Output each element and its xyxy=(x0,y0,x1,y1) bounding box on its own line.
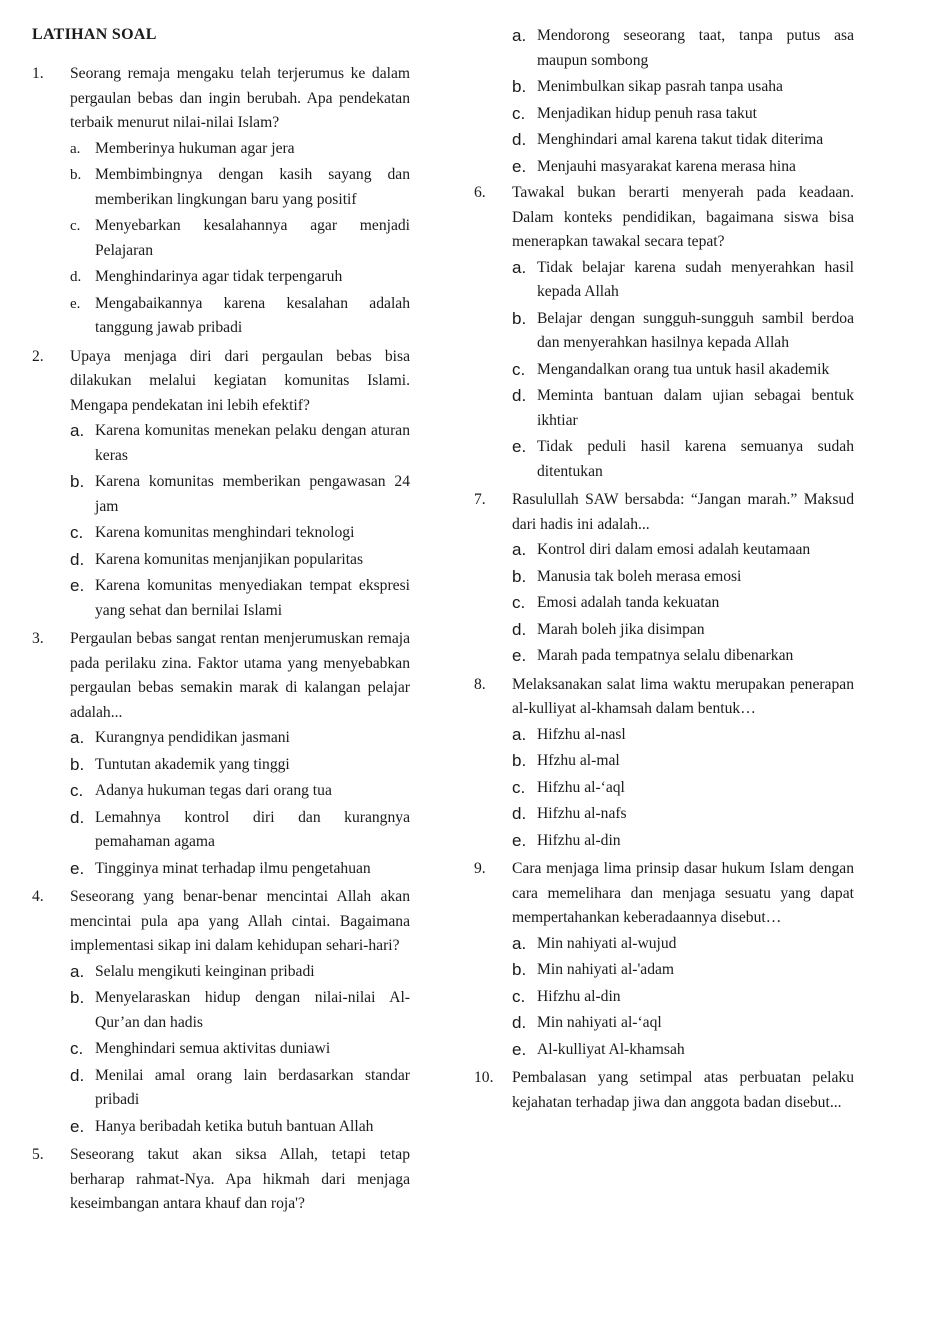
option-c[interactable]: c. Hifzhu al-‘aql xyxy=(512,777,625,797)
page-title: LATIHAN SOAL xyxy=(32,26,157,43)
question-4 xyxy=(32,885,410,1141)
question-text: Seorang remaja mengaku telah terjerumus ke dalam pergaulan bebas dan ingin berubah. Apa pendekatan terbaik menurut nilai-nilai Islam? xyxy=(70,65,410,131)
question-text: Pembalasan yang setimpal atas perbuatan pelaku kejahatan terhadap jiwa dan anggota badan disebut... xyxy=(512,1069,854,1111)
question-number: 6. xyxy=(474,184,486,201)
question-number: 8. xyxy=(474,675,486,693)
option-b[interactable]: b. Tuntutan akademik yang tinggi xyxy=(70,754,290,774)
option-a[interactable]: a. Selalu mengikuti keinginan pribadi xyxy=(70,961,315,981)
option-d[interactable]: d. Karena komunitas menjanjikan popularitas xyxy=(70,549,364,569)
option-list xyxy=(70,726,410,881)
question-text: Pergaulan bebas sangat rentan menjerumuskan remaja pada perilaku zina. Faktor utama yang menyebabkan pergaulan bebas semakin marak di kalangan pelajar adalah... xyxy=(70,630,410,721)
option-c[interactable]: c. Menghindari semua aktivitas duniawi xyxy=(70,1039,331,1058)
option-c[interactable]: c. Adanya hukuman tegas dari orang tua xyxy=(70,781,332,800)
option-list xyxy=(70,137,410,341)
question-2 xyxy=(32,345,410,626)
option-e[interactable]: e. Al-kulliyat Al-khamsah xyxy=(512,1039,685,1059)
option-e[interactable]: e. Hifzhu al-din xyxy=(512,830,621,850)
question-7 xyxy=(474,488,854,671)
option-e[interactable]: e. Menjauhi masyarakat karena merasa hina xyxy=(512,156,796,176)
option-c[interactable]: c. Emosi adalah tanda kekuatan xyxy=(512,593,720,612)
option-a[interactable]: a. Memberinya hukuman agar jera xyxy=(70,139,295,157)
option-d[interactable]: d. Marah boleh jika disimpan xyxy=(512,619,705,639)
question-number: 7. xyxy=(474,491,486,508)
option-d[interactable]: d. Meminta bantuan dalam ujian sebagai bentuk ikhtiar xyxy=(512,386,854,429)
question-number: 2. xyxy=(32,347,44,365)
option-a[interactable]: a. Min nahiyati al-wujud xyxy=(512,933,677,953)
right-column xyxy=(474,24,854,1118)
question-5 xyxy=(32,1143,410,1218)
option-d[interactable]: d. Min nahiyati al-‘aql xyxy=(512,1013,662,1032)
option-a[interactable]: a. Hifzhu al-nasl xyxy=(512,724,626,744)
question-text: Tawakal bukan berarti menyerah pada keadaan. Dalam konteks pendidikan, bagaimana siswa bisa menerapkan tawakal secara tepat? xyxy=(512,184,854,250)
option-c[interactable]: c. Karena komunitas menghindari teknologi xyxy=(70,523,355,542)
question-text: Upaya menjaga diri dari pergaulan bebas bisa dilakukan melalui kegiatan komunitas Islami. Mengapa pendekatan ini lebih efektif? xyxy=(70,347,410,414)
option-e[interactable]: e. Tingginya minat terhadap ilmu pengetahuan xyxy=(70,858,371,878)
option-e[interactable]: e. Hanya beribadah ketika butuh bantuan Allah xyxy=(70,1116,374,1136)
question-text: Melaksanakan salat lima waktu merupakan penerapan al-kulliyat al-khamsah dalam bentuk… xyxy=(512,675,854,717)
question-1 xyxy=(32,62,410,343)
option-c[interactable]: c. Menjadikan hidup penuh rasa takut xyxy=(512,103,757,123)
option-a[interactable]: a. Kontrol diri dalam emosi adalah keutamaan xyxy=(512,540,811,559)
option-d[interactable]: d. Hifzhu al-nafs xyxy=(512,804,627,823)
option-a[interactable]: a. Kurangnya pendidikan jasmani xyxy=(70,728,290,747)
question-number: 9. xyxy=(474,860,486,877)
question-text: Seseorang yang benar-benar mencintai Allah akan mencintai pula apa yang Allah cintai. Bagaimana implementasi sikap ini dalam kehidupan sehari-hari? xyxy=(70,888,410,954)
question-8 xyxy=(474,673,854,856)
option-e[interactable]: e. Karena komunitas menyediakan tempat ekspresi yang sehat dan bernilai Islami xyxy=(70,576,410,619)
option-e[interactable]: e. Tidak peduli hasil karena semuanya sudah ditentukan xyxy=(512,437,854,480)
question-number: 3. xyxy=(32,630,44,647)
question-number: 4. xyxy=(32,888,44,905)
option-list xyxy=(70,419,410,623)
option-b[interactable]: b. Hfzhu al-mal xyxy=(512,751,620,770)
option-list xyxy=(512,723,854,854)
question-number: 1. xyxy=(32,65,44,82)
option-list xyxy=(70,960,410,1140)
option-e[interactable]: e. Marah pada tempatnya selalu dibenarkan xyxy=(512,646,794,665)
question-number: 10. xyxy=(474,1069,494,1086)
option-list xyxy=(512,538,854,669)
question-3 xyxy=(32,627,410,883)
option-d[interactable]: d. Menilai amal orang lain berdasarkan standar pribadi xyxy=(70,1065,410,1108)
option-list xyxy=(512,932,854,1063)
option-d[interactable]: d. Menghindari amal karena takut tidak diterima xyxy=(512,130,824,149)
option-list xyxy=(512,256,854,485)
option-b[interactable]: b. Karena komunitas memberikan pengawasan 24 jam xyxy=(70,472,410,515)
option-a[interactable]: a. Karena komunitas menekan pelaku dengan aturan keras xyxy=(70,421,410,464)
question-text: Seseorang takut akan siksa Allah, tetapi tetap berharap rahmat-Nya. Apa hikmah dari menjaga keseimbangan antara khauf dan roja'? xyxy=(70,1146,410,1212)
question-9 xyxy=(474,857,854,1064)
option-b[interactable]: b. Membimbingnya dengan kasih sayang dan memberikan lingkungan baru yang positif xyxy=(70,166,410,208)
option-c[interactable]: c. Menyebarkan kesalahannya agar menjadi Pelajaran xyxy=(70,217,410,259)
option-b[interactable]: b. Min nahiyati al-'adam xyxy=(512,960,675,979)
option-c[interactable]: c. Mengandalkan orang tua untuk hasil akademik xyxy=(512,359,830,379)
question-5-options xyxy=(512,24,854,179)
option-b[interactable]: b. Menimbulkan sikap pasrah tanpa usaha xyxy=(512,77,783,96)
option-c[interactable]: c. Hifzhu al-din xyxy=(512,986,621,1006)
question-text: Cara menjaga lima prinsip dasar hukum Islam dengan cara memelihara dan menjaga sesuatu yang dapat mempertahankan keberadaannya disebut… xyxy=(512,860,854,926)
option-b[interactable]: b. Menyelaraskan hidup dengan nilai-nilai Al-Qur’an dan hadis xyxy=(70,988,410,1031)
option-e[interactable]: e. Mengabaikannya karena kesalahan adalah tanggung jawab pribadi xyxy=(70,294,410,336)
option-a[interactable]: a. Tidak belajar karena sudah menyerahkan hasil kepada Allah xyxy=(512,257,854,300)
option-b[interactable]: b. Manusia tak boleh merasa emosi xyxy=(512,566,742,586)
option-a[interactable]: a. Mendorong seseorang taat, tanpa putus asa maupun sombong xyxy=(512,26,854,69)
option-b[interactable]: b. Belajar dengan sungguh-sungguh sambil berdoa dan menyerahkan hasilnya kepada Allah xyxy=(512,308,854,351)
option-d[interactable]: d. Menghindarinya agar tidak terpengaruh xyxy=(70,268,343,285)
question-number: 5. xyxy=(32,1146,44,1163)
option-d[interactable]: d. Lemahnya kontrol diri dan kurangnya pemahaman agama xyxy=(70,807,410,850)
left-column xyxy=(32,24,410,1220)
question-text: Rasulullah SAW bersabda: “Jangan marah.” Maksud dari hadis ini adalah... xyxy=(512,491,854,533)
question-10 xyxy=(474,1066,854,1116)
question-6 xyxy=(474,181,854,486)
